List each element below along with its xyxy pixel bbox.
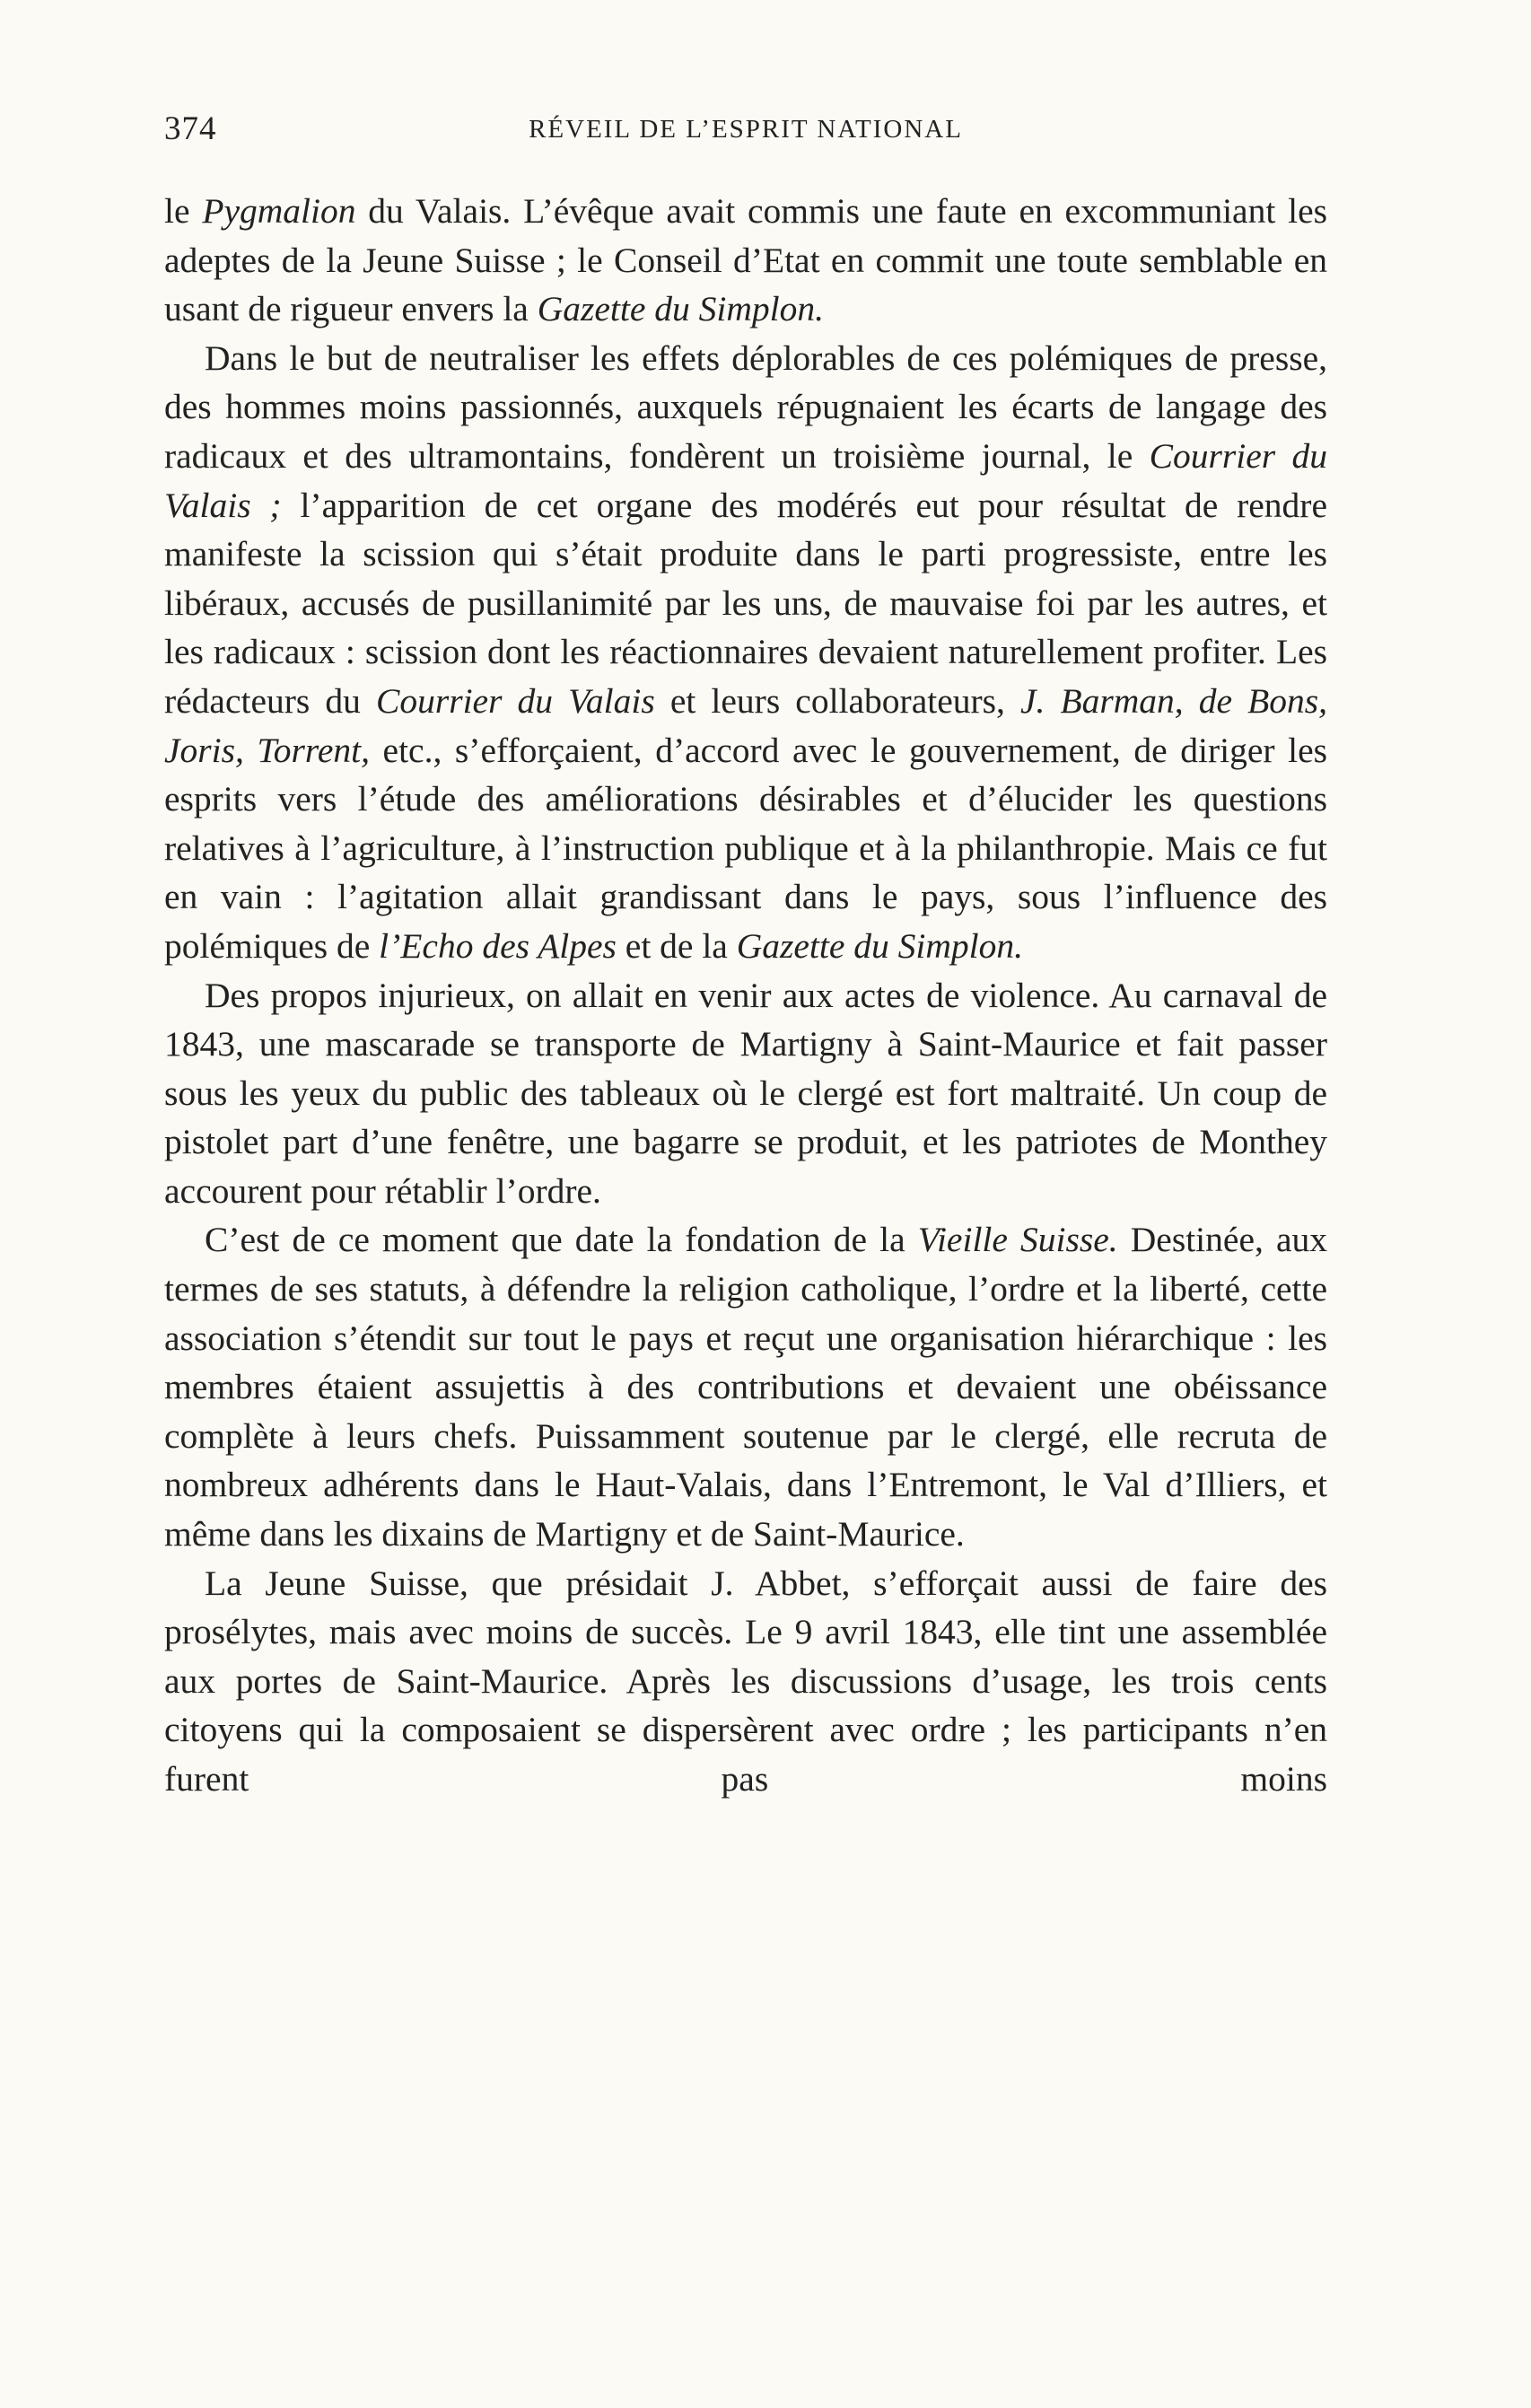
italic-title: Courrier du Valais ; — [164, 435, 1327, 525]
page-number: 374 — [164, 110, 217, 147]
text-run: La Jeune Suisse, que présidait J. Abbet, s’efforçait aussi de faire des prosélytes, mais avec moins de succès. Le 9 avril 1843, elle tint une assemblée aux portes de Saint-Maurice. Après les discussions d’usage, les trois cents citoyens qui la composaient se dispersèrent avec ordre ; les participants n’en furent pas moins — [164, 1563, 1327, 1799]
italic-title: Pygmalion — [202, 191, 356, 231]
text-run: du Valais. L’évêque avait commis une faute en excommuniant les adeptes de la Jeune Suisse ; le Conseil d’Etat en commit une toute semblable en usant de rigueur envers la — [164, 191, 1327, 329]
italic-title: Gazette du Simplon. — [537, 289, 824, 329]
body-text — [164, 187, 1327, 1804]
text-run: etc., s’efforçaient, d’accord avec le gouvernement, de diriger les esprits vers l’étude des améliorations désirables et d’élucider les questions relatives à l’agriculture, à l’instruction publique et à la philanthropie. Mais ce fut en vain : l’agitation allait grandissant dans le pays, sous l’influence des polémiques de — [164, 730, 1327, 966]
paragraph-3 — [164, 971, 1327, 1216]
running-title: RÉVEIL DE L’ESPRIT NATIONAL — [529, 115, 963, 144]
italic-title: Vieille Suisse. — [917, 1220, 1118, 1260]
text-run: le — [164, 191, 203, 231]
paragraph-5 — [164, 1559, 1327, 1804]
italic-title: J. Barman, de Bons, Joris, Torrent, — [164, 680, 1327, 770]
text-run: C’est de ce moment que date la fondation de la — [205, 1220, 918, 1260]
paragraph-2 — [164, 334, 1327, 971]
page-header — [164, 109, 1327, 163]
text-run: Dans le but de neutraliser les effets déplorables de ces polémiques de presse, des hommes moins passionnés, auxquels répugnaient les écarts de langage des radicaux et des ultramontains, fondèrent un troisième journal, le — [164, 337, 1327, 476]
italic-title: Gazette du Simplon. — [736, 925, 1023, 966]
text-run: et de la — [616, 925, 737, 966]
text-run: Des propos injurieux, on allait en venir aux actes de violence. Au carnaval de 1843, une mascarade se transporte de Martigny à Saint-Maurice et fait passer sous les yeux du public des tableaux où le clergé est fort maltraité. Un coup de pistolet part d’une fenêtre, une bagarre se produit, et les patriotes de Monthey accourent pour rétablir l’ordre. — [164, 975, 1327, 1211]
text-run: l’apparition de cet organe des modérés eut pour résultat de rendre manifeste la scission qui s’était produite dans le parti progressiste, entre les libéraux, accusés de pusillanimité par les uns, de mauvaise foi par les autres, et les radicaux : scission dont les réactionnaires devaient naturellement profiter. Les rédacteurs du — [164, 485, 1327, 721]
paragraph-4 — [164, 1215, 1327, 1558]
italic-title: l’Echo des Alpes — [379, 925, 617, 966]
paragraph-1 — [164, 187, 1327, 334]
italic-title: Courrier du Valais — [375, 680, 655, 721]
text-run: et leurs collaborateurs, — [654, 680, 1020, 721]
text-run: Destinée, aux termes de ses statuts, à défendre la religion catholique, l’ordre et la liberté, cette association s’étendit sur tout le pays et reçut une organisation hiérarchique : les membres étaient assujettis à des contributions et devaient une obéissance complète à leurs chefs. Puissamment soutenue par le clergé, elle recruta de nombreux adhérents dans le Haut-Valais, dans l’Entremont, le Val d’Illiers, et même dans les dixains de Martigny et de Saint-Maurice. — [164, 1220, 1327, 1554]
